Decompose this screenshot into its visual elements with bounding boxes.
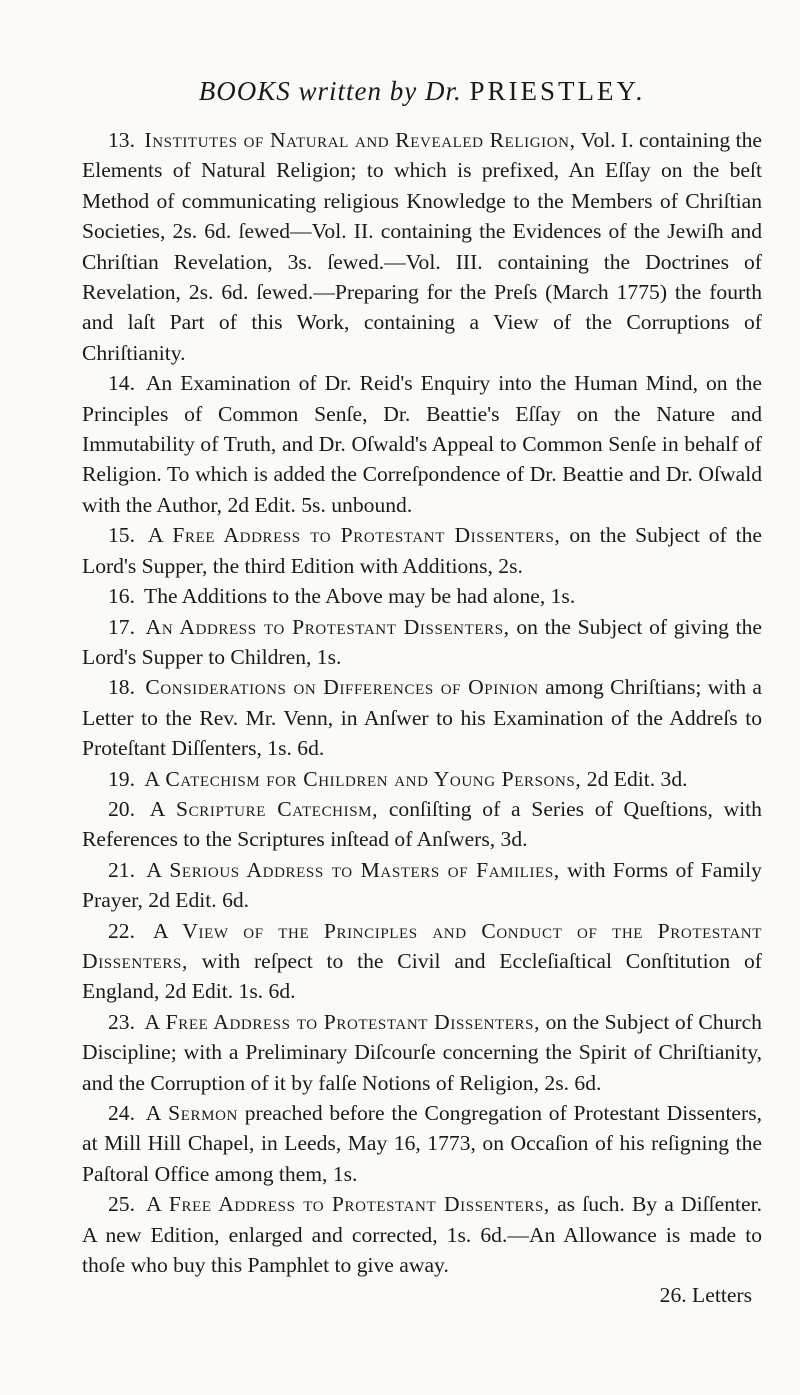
entry-body: The Additions to the Above may be had alone, 1s. <box>144 584 576 609</box>
entry-number: 15. <box>108 523 135 548</box>
entry-body: on the Subject of Church Discipline; with a Preliminary Diſcourſe concerning the Spirit of Chriſtianity, and the Corruption of it by falſe Notions of Religion, 2s. 6d. <box>82 1009 762 1095</box>
entry-number: 17. <box>108 614 135 639</box>
entry-number: 22. <box>108 918 135 943</box>
entry-title: A Catechism for Children and Young Persons, <box>144 766 582 791</box>
book-entry-22 <box>82 916 762 1007</box>
entry-body: preached before the Congregation of Protestant Dissenters, at Mill Hill Chapel, in Leeds, May 16, 1773, on Occaſion of his reſigning the Paſtoral Office among them, 1s. <box>82 1101 763 1186</box>
entry-number: 16. <box>108 584 135 609</box>
entry-number: 24. <box>108 1101 135 1125</box>
book-entry-17 <box>82 612 762 673</box>
entry-body: with reſpect to the Civil and Eccleſiaſtical Conſtitution of England, 2d Edit. 1s. 6d. <box>82 948 762 1004</box>
entry-title: A Scripture Catechism, <box>149 796 379 821</box>
book-entry-24 <box>82 1098 762 1189</box>
entry-title: A Free Address to Protestant Dissenters, <box>144 1009 541 1034</box>
entry-body: conſiſting of a Series of Queſtions, with References to the Scriptures inſtead of Anſwers, 3d. <box>82 796 762 852</box>
entry-title: A Free Address to Protestant Dissenters, <box>146 1192 550 1217</box>
book-entry-13 <box>82 125 762 368</box>
entry-number: 21. <box>108 857 135 882</box>
entry-body: with Forms of Family Prayer, 2d Edit. 6d. <box>82 857 762 913</box>
entry-title: A Sermon <box>145 1101 238 1125</box>
entry-title: A Free Address to Protestant Dissenters, <box>147 523 561 548</box>
book-list <box>82 125 762 1280</box>
entry-title: Considerations on Differences of Opinion <box>145 675 539 700</box>
entry-title: An Address to Protestant Dissenters, <box>145 614 510 639</box>
entry-number: 20. <box>108 796 135 821</box>
book-entry-21 <box>82 855 762 916</box>
running-head-caps: PRIESTLEY. <box>469 76 646 106</box>
entry-title: A Serious Address to Masters of Families, <box>146 857 560 882</box>
entry-body: An Examination of Dr. Reid's Enquiry into the Human Mind, on the Principles of Common Senſe, Dr. Beattie's Eſſay on the Nature and Immutability of Truth, and Dr. Oſwald's Appeal to Common Senſe in behalf of Religion. To which is added the Correſpondence of Dr. Beattie and Dr. Oſwald with the Author, 2d Edit. 5s. unbound. <box>82 371 762 517</box>
book-entry-18 <box>82 672 762 763</box>
entry-number: 23. <box>108 1009 135 1034</box>
book-entry-15 <box>82 520 762 581</box>
entry-number: 18. <box>108 675 135 700</box>
book-entry-25 <box>82 1189 762 1280</box>
entry-body: on the Subject of the Lord's Supper, the third Edition with Additions, 2s. <box>82 523 762 578</box>
entry-body: on the Subject of giving the Lord's Supper to Children, 1s. <box>82 614 762 669</box>
book-entry-19 <box>82 764 762 794</box>
running-head-italic: BOOKS written by Dr. <box>198 76 462 106</box>
entry-number: 19. <box>108 766 135 791</box>
running-head <box>82 78 762 105</box>
book-entry-23 <box>82 1007 762 1098</box>
book-entry-20 <box>82 794 762 855</box>
entry-title: Institutes of Natural and Revealed Religion, <box>144 128 576 152</box>
entry-number: 13. <box>108 128 135 152</box>
entry-body: among Chriſtians; with a Letter to the Rev. Mr. Venn, in Anſwer to his Examination of the Addreſs to Proteſtant Diſſenters, 1s. 6d. <box>82 675 763 761</box>
entry-title: A View of the Principles and Conduct of the Protestant Dissenters, <box>82 918 762 973</box>
entry-body: as ſuch. By a Diſſenter. A new Edition, enlarged and corrected, 1s. 6d.—An Allowance is made to thoſe who buy this Pamphlet to give away. <box>82 1192 762 1278</box>
catchword: 26. Letters <box>659 1283 752 1308</box>
entry-number: 25. <box>108 1192 135 1217</box>
entry-number: 14. <box>108 371 135 396</box>
entry-body: Vol. I. containing the Elements of Natural Religion; to which is prefixed, An Eſſay on the beſt Method of communicating religious Knowledge to the Members of Chriſtian Societies, 2s. 6d. ſewed—Vol. II. containing the Evidences of the Jewiſh and Chriſtian Revelation, 3s. ſewed.—Vol. III. containing the Doctrines of Revelation, 2s. 6d. ſewed.—Preparing for the Preſs (March 1775) the fourth and laſt Part of this Work, containing a View of the Corruptions of Chriſtianity. <box>82 128 762 365</box>
book-entry-14 <box>82 368 762 520</box>
book-entry-16 <box>82 581 762 611</box>
entry-body: 2d Edit. 3d. <box>586 766 688 791</box>
